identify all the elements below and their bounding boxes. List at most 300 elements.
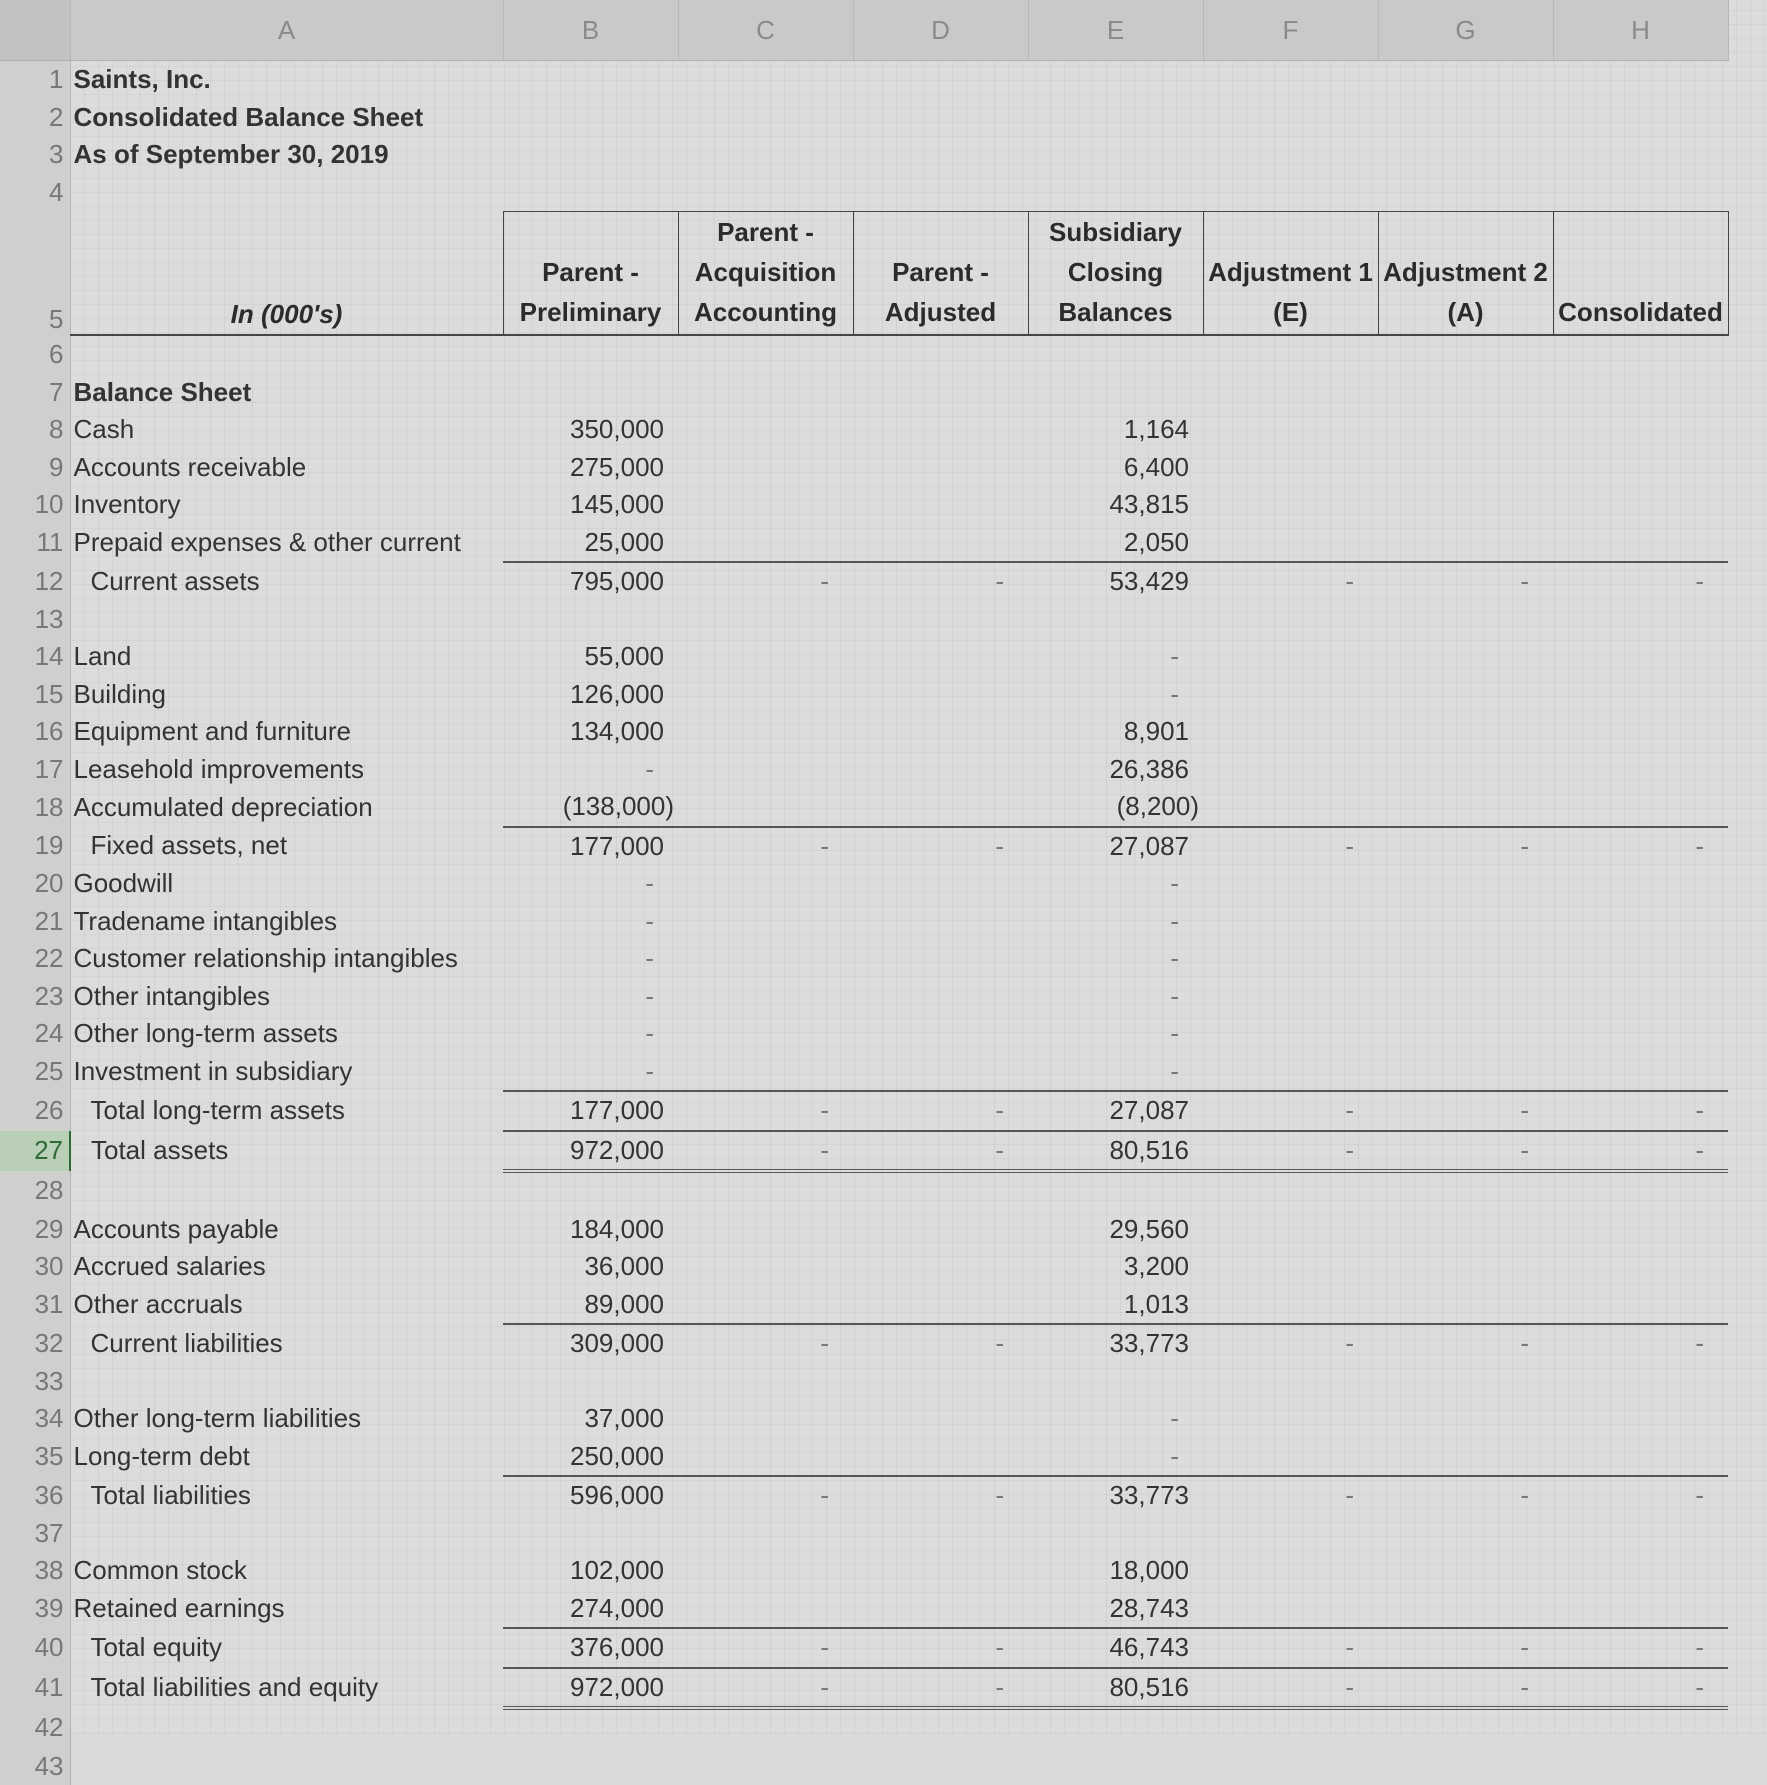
row-number-5[interactable]: 5	[0, 212, 70, 336]
cell-h39[interactable]	[1553, 1590, 1728, 1629]
row-number-25[interactable]: 25	[0, 1053, 70, 1092]
units-label[interactable]: In (000's)	[70, 212, 503, 336]
row-number-2[interactable]: 2	[0, 99, 70, 137]
cell-g11[interactable]	[1378, 524, 1553, 563]
row-number-20[interactable]: 20	[0, 865, 70, 903]
cell-f6[interactable]	[1203, 335, 1378, 374]
cell-f8[interactable]	[1203, 411, 1378, 449]
cell-d13[interactable]	[853, 601, 1028, 639]
cell-g41[interactable]: -	[1378, 1668, 1553, 1709]
cell-c42[interactable]	[678, 1708, 853, 1748]
cell-b30[interactable]: 36,000	[503, 1248, 678, 1286]
cell-e25[interactable]: -	[1028, 1053, 1203, 1092]
cell-d28[interactable]	[853, 1171, 1028, 1211]
cell-f26[interactable]: -	[1203, 1091, 1378, 1131]
cell-f19[interactable]: -	[1203, 827, 1378, 866]
cell-g12[interactable]: -	[1378, 562, 1553, 601]
cell-e30[interactable]: 3,200	[1028, 1248, 1203, 1286]
cell-f20[interactable]	[1203, 865, 1378, 903]
cell-d8[interactable]	[853, 411, 1028, 449]
cell-g27[interactable]: -	[1378, 1131, 1553, 1172]
cell-e24[interactable]: -	[1028, 1015, 1203, 1053]
row-number-16[interactable]: 16	[0, 713, 70, 751]
cell-a3[interactable]: As of September 30, 2019	[70, 136, 503, 174]
cell-d30[interactable]	[853, 1248, 1028, 1286]
cell-a15[interactable]: Building	[70, 676, 503, 714]
cell-e12[interactable]: 53,429	[1028, 562, 1203, 601]
cell-f18[interactable]	[1203, 788, 1378, 827]
row-number-8[interactable]: 8	[0, 411, 70, 449]
cell-d25[interactable]	[853, 1053, 1028, 1092]
row-number-36[interactable]: 36	[0, 1476, 70, 1515]
cell-f12[interactable]: -	[1203, 562, 1378, 601]
cell-g31[interactable]	[1378, 1286, 1553, 1325]
cell-h29[interactable]	[1553, 1211, 1728, 1249]
cell-b7[interactable]	[503, 374, 678, 412]
cell-e42[interactable]	[1028, 1708, 1203, 1748]
cell-g38[interactable]	[1378, 1552, 1553, 1590]
cell-b38[interactable]: 102,000	[503, 1552, 678, 1590]
cell-b10[interactable]: 145,000	[503, 486, 678, 524]
cell-h35[interactable]	[1553, 1438, 1728, 1477]
cell-a26[interactable]: Total long-term assets	[70, 1091, 503, 1131]
cell-h7[interactable]	[1553, 374, 1728, 412]
cell-a7[interactable]: Balance Sheet	[70, 374, 503, 412]
cell-g29[interactable]	[1378, 1211, 1553, 1249]
cell-f15[interactable]	[1203, 676, 1378, 714]
cell-a9[interactable]: Accounts receivable	[70, 449, 503, 487]
cell-a33[interactable]	[70, 1363, 503, 1401]
cell-f7[interactable]	[1203, 374, 1378, 412]
cell-c13[interactable]	[678, 601, 853, 639]
cell-a36[interactable]: Total liabilities	[70, 1476, 503, 1515]
cell-b36[interactable]: 596,000	[503, 1476, 678, 1515]
cell-e11[interactable]: 2,050	[1028, 524, 1203, 563]
cell-a12[interactable]: Current assets	[70, 562, 503, 601]
cell-c24[interactable]	[678, 1015, 853, 1053]
cell-b3[interactable]	[503, 136, 678, 174]
cell-a40[interactable]: Total equity	[70, 1628, 503, 1668]
cell-b1[interactable]	[503, 61, 678, 99]
cell-a28[interactable]	[70, 1171, 503, 1211]
cell-a35[interactable]: Long-term debt	[70, 1438, 503, 1477]
cell-d7[interactable]	[853, 374, 1028, 412]
cell-b6[interactable]	[503, 335, 678, 374]
column-header-c[interactable]: C	[678, 0, 853, 61]
cell-a30[interactable]: Accrued salaries	[70, 1248, 503, 1286]
cell-c4[interactable]	[678, 174, 853, 212]
cell-c33[interactable]	[678, 1363, 853, 1401]
cell-d31[interactable]	[853, 1286, 1028, 1325]
cell-h23[interactable]	[1553, 978, 1728, 1016]
cell-d14[interactable]	[853, 638, 1028, 676]
cell-d23[interactable]	[853, 978, 1028, 1016]
cell-e40[interactable]: 46,743	[1028, 1628, 1203, 1668]
cell-h26[interactable]: -	[1553, 1091, 1728, 1131]
cell-f9[interactable]	[1203, 449, 1378, 487]
cell-a32[interactable]: Current liabilities	[70, 1324, 503, 1363]
cell-e7[interactable]	[1028, 374, 1203, 412]
cell-g23[interactable]	[1378, 978, 1553, 1016]
row-number-42[interactable]: 42	[0, 1708, 70, 1748]
cell-e6[interactable]	[1028, 335, 1203, 374]
column-header-d[interactable]: D	[853, 0, 1028, 61]
cell-c36[interactable]: -	[678, 1476, 853, 1515]
cell-f30[interactable]	[1203, 1248, 1378, 1286]
cell-h32[interactable]: -	[1553, 1324, 1728, 1363]
cell-b33[interactable]	[503, 1363, 678, 1401]
cell-e15[interactable]: -	[1028, 676, 1203, 714]
cell-b31[interactable]: 89,000	[503, 1286, 678, 1325]
cell-f27[interactable]: -	[1203, 1131, 1378, 1172]
cell-d43[interactable]	[853, 1748, 1028, 1785]
column-header-b[interactable]: B	[503, 0, 678, 61]
row-number-9[interactable]: 9	[0, 449, 70, 487]
cell-g33[interactable]	[1378, 1363, 1553, 1401]
cell-e16[interactable]: 8,901	[1028, 713, 1203, 751]
cell-g43[interactable]	[1378, 1748, 1553, 1785]
cell-e20[interactable]: -	[1028, 865, 1203, 903]
cell-h28[interactable]	[1553, 1171, 1728, 1211]
cell-g28[interactable]	[1378, 1171, 1553, 1211]
cell-a1[interactable]: Saints, Inc.	[70, 61, 503, 99]
cell-c25[interactable]	[678, 1053, 853, 1092]
cell-h6[interactable]	[1553, 335, 1728, 374]
cell-d36[interactable]: -	[853, 1476, 1028, 1515]
cell-b35[interactable]: 250,000	[503, 1438, 678, 1477]
cell-g39[interactable]	[1378, 1590, 1553, 1629]
cell-d4[interactable]	[853, 174, 1028, 212]
cell-h27[interactable]: -	[1553, 1131, 1728, 1172]
cell-e13[interactable]	[1028, 601, 1203, 639]
cell-c32[interactable]: -	[678, 1324, 853, 1363]
cell-c38[interactable]	[678, 1552, 853, 1590]
cell-h43[interactable]	[1553, 1748, 1728, 1785]
cell-e18[interactable]: (8,200)	[1028, 788, 1203, 827]
cell-d17[interactable]	[853, 751, 1028, 789]
cell-f40[interactable]: -	[1203, 1628, 1378, 1668]
cell-h13[interactable]	[1553, 601, 1728, 639]
cell-g15[interactable]	[1378, 676, 1553, 714]
cell-a23[interactable]: Other intangibles	[70, 978, 503, 1016]
cell-h41[interactable]: -	[1553, 1668, 1728, 1709]
cell-g8[interactable]	[1378, 411, 1553, 449]
row-number-28[interactable]: 28	[0, 1171, 70, 1211]
cell-d29[interactable]	[853, 1211, 1028, 1249]
cell-d37[interactable]	[853, 1515, 1028, 1553]
column-title-d[interactable]: Parent - Adjusted	[853, 212, 1028, 336]
cell-b43[interactable]	[503, 1748, 678, 1785]
cell-e1[interactable]	[1028, 61, 1203, 99]
cell-h42[interactable]	[1553, 1708, 1728, 1748]
cell-d9[interactable]	[853, 449, 1028, 487]
row-number-40[interactable]: 40	[0, 1628, 70, 1668]
cell-d1[interactable]	[853, 61, 1028, 99]
cell-c39[interactable]	[678, 1590, 853, 1629]
cell-h15[interactable]	[1553, 676, 1728, 714]
cell-a6[interactable]	[70, 335, 503, 374]
cell-h1[interactable]	[1553, 61, 1728, 99]
cell-g35[interactable]	[1378, 1438, 1553, 1477]
row-number-30[interactable]: 30	[0, 1248, 70, 1286]
cell-e17[interactable]: 26,386	[1028, 751, 1203, 789]
cell-h31[interactable]	[1553, 1286, 1728, 1325]
cell-c9[interactable]	[678, 449, 853, 487]
cell-b29[interactable]: 184,000	[503, 1211, 678, 1249]
cell-f14[interactable]	[1203, 638, 1378, 676]
row-number-4[interactable]: 4	[0, 174, 70, 212]
cell-e26[interactable]: 27,087	[1028, 1091, 1203, 1131]
cell-b25[interactable]: -	[503, 1053, 678, 1092]
cell-f25[interactable]	[1203, 1053, 1378, 1092]
cell-h4[interactable]	[1553, 174, 1728, 212]
cell-c8[interactable]	[678, 411, 853, 449]
row-number-11[interactable]: 11	[0, 524, 70, 563]
row-number-34[interactable]: 34	[0, 1400, 70, 1438]
cell-e21[interactable]: -	[1028, 903, 1203, 941]
cell-d20[interactable]	[853, 865, 1028, 903]
cell-b42[interactable]	[503, 1708, 678, 1748]
cell-e9[interactable]: 6,400	[1028, 449, 1203, 487]
cell-h36[interactable]: -	[1553, 1476, 1728, 1515]
cell-g26[interactable]: -	[1378, 1091, 1553, 1131]
cell-h3[interactable]	[1553, 136, 1728, 174]
cell-a41[interactable]: Total liabilities and equity	[70, 1668, 503, 1709]
column-header-h[interactable]: H	[1553, 0, 1728, 61]
row-number-7[interactable]: 7	[0, 374, 70, 412]
cell-d24[interactable]	[853, 1015, 1028, 1053]
cell-d12[interactable]: -	[853, 562, 1028, 601]
cell-d19[interactable]: -	[853, 827, 1028, 866]
cell-b26[interactable]: 177,000	[503, 1091, 678, 1131]
cell-b20[interactable]: -	[503, 865, 678, 903]
cell-b27[interactable]: 972,000	[503, 1131, 678, 1172]
row-number-24[interactable]: 24	[0, 1015, 70, 1053]
cell-e22[interactable]: -	[1028, 940, 1203, 978]
cell-g13[interactable]	[1378, 601, 1553, 639]
cell-b11[interactable]: 25,000	[503, 524, 678, 563]
cell-a21[interactable]: Tradename intangibles	[70, 903, 503, 941]
cell-g6[interactable]	[1378, 335, 1553, 374]
cell-g18[interactable]	[1378, 788, 1553, 827]
cell-e43[interactable]	[1028, 1748, 1203, 1785]
cell-e27[interactable]: 80,516	[1028, 1131, 1203, 1172]
cell-h40[interactable]: -	[1553, 1628, 1728, 1668]
cell-h37[interactable]	[1553, 1515, 1728, 1553]
cell-e38[interactable]: 18,000	[1028, 1552, 1203, 1590]
cell-b32[interactable]: 309,000	[503, 1324, 678, 1363]
cell-h17[interactable]	[1553, 751, 1728, 789]
cell-c37[interactable]	[678, 1515, 853, 1553]
cell-h22[interactable]	[1553, 940, 1728, 978]
cell-c16[interactable]	[678, 713, 853, 751]
row-number-41[interactable]: 41	[0, 1668, 70, 1709]
cell-a2[interactable]: Consolidated Balance Sheet	[70, 99, 503, 137]
cell-e34[interactable]: -	[1028, 1400, 1203, 1438]
cell-h8[interactable]	[1553, 411, 1728, 449]
cell-d11[interactable]	[853, 524, 1028, 563]
cell-d38[interactable]	[853, 1552, 1028, 1590]
cell-d40[interactable]: -	[853, 1628, 1028, 1668]
column-header-a[interactable]: A	[70, 0, 503, 61]
cell-g36[interactable]: -	[1378, 1476, 1553, 1515]
cell-h20[interactable]	[1553, 865, 1728, 903]
cell-d32[interactable]: -	[853, 1324, 1028, 1363]
column-title-b[interactable]: Parent - Preliminary	[503, 212, 678, 336]
cell-h16[interactable]	[1553, 713, 1728, 751]
cell-f41[interactable]: -	[1203, 1668, 1378, 1709]
cell-h11[interactable]	[1553, 524, 1728, 563]
cell-e29[interactable]: 29,560	[1028, 1211, 1203, 1249]
cell-g37[interactable]	[1378, 1515, 1553, 1553]
cell-a20[interactable]: Goodwill	[70, 865, 503, 903]
cell-f38[interactable]	[1203, 1552, 1378, 1590]
row-number-3[interactable]: 3	[0, 136, 70, 174]
cell-g1[interactable]	[1378, 61, 1553, 99]
cell-d27[interactable]: -	[853, 1131, 1028, 1172]
row-number-13[interactable]: 13	[0, 601, 70, 639]
cell-b28[interactable]	[503, 1171, 678, 1211]
cell-e37[interactable]	[1028, 1515, 1203, 1553]
cell-a19[interactable]: Fixed assets, net	[70, 827, 503, 866]
cell-f21[interactable]	[1203, 903, 1378, 941]
cell-c19[interactable]: -	[678, 827, 853, 866]
cell-h38[interactable]	[1553, 1552, 1728, 1590]
cell-a37[interactable]	[70, 1515, 503, 1553]
cell-f4[interactable]	[1203, 174, 1378, 212]
row-number-38[interactable]: 38	[0, 1552, 70, 1590]
row-number-39[interactable]: 39	[0, 1590, 70, 1629]
cell-h14[interactable]	[1553, 638, 1728, 676]
cell-a42[interactable]	[70, 1708, 503, 1748]
cell-c23[interactable]	[678, 978, 853, 1016]
cell-b12[interactable]: 795,000	[503, 562, 678, 601]
column-header-g[interactable]: G	[1378, 0, 1553, 61]
cell-d41[interactable]: -	[853, 1668, 1028, 1709]
cell-a27[interactable]: Total assets	[70, 1131, 503, 1172]
column-title-c[interactable]: Parent - Acquisition Accounting	[678, 212, 853, 336]
cell-b8[interactable]: 350,000	[503, 411, 678, 449]
cell-c2[interactable]	[678, 99, 853, 137]
cell-c35[interactable]	[678, 1438, 853, 1477]
cell-c30[interactable]	[678, 1248, 853, 1286]
cell-c41[interactable]: -	[678, 1668, 853, 1709]
cell-h30[interactable]	[1553, 1248, 1728, 1286]
cell-a11[interactable]: Prepaid expenses & other current	[70, 524, 503, 563]
cell-f3[interactable]	[1203, 136, 1378, 174]
cell-b18[interactable]: (138,000)	[503, 788, 678, 827]
cell-a18[interactable]: Accumulated depreciation	[70, 788, 503, 827]
cell-e10[interactable]: 43,815	[1028, 486, 1203, 524]
cell-e2[interactable]	[1028, 99, 1203, 137]
cell-c7[interactable]	[678, 374, 853, 412]
select-all-corner[interactable]	[0, 0, 70, 61]
cell-f33[interactable]	[1203, 1363, 1378, 1401]
column-header-e[interactable]: E	[1028, 0, 1203, 61]
cell-h10[interactable]	[1553, 486, 1728, 524]
cell-a29[interactable]: Accounts payable	[70, 1211, 503, 1249]
cell-c6[interactable]	[678, 335, 853, 374]
cell-h34[interactable]	[1553, 1400, 1728, 1438]
row-number-29[interactable]: 29	[0, 1211, 70, 1249]
cell-f22[interactable]	[1203, 940, 1378, 978]
cell-g42[interactable]	[1378, 1708, 1553, 1748]
cell-f31[interactable]	[1203, 1286, 1378, 1325]
cell-g2[interactable]	[1378, 99, 1553, 137]
column-title-e[interactable]: Subsidiary Closing Balances	[1028, 212, 1203, 336]
cell-b34[interactable]: 37,000	[503, 1400, 678, 1438]
cell-e8[interactable]: 1,164	[1028, 411, 1203, 449]
cell-e23[interactable]: -	[1028, 978, 1203, 1016]
cell-b22[interactable]: -	[503, 940, 678, 978]
cell-b16[interactable]: 134,000	[503, 713, 678, 751]
row-number-27[interactable]: 27	[0, 1131, 70, 1172]
cell-b40[interactable]: 376,000	[503, 1628, 678, 1668]
cell-g16[interactable]	[1378, 713, 1553, 751]
cell-h19[interactable]: -	[1553, 827, 1728, 866]
cell-d34[interactable]	[853, 1400, 1028, 1438]
cell-a22[interactable]: Customer relationship intangibles	[70, 940, 503, 978]
cell-d26[interactable]: -	[853, 1091, 1028, 1131]
cell-a38[interactable]: Common stock	[70, 1552, 503, 1590]
cell-g14[interactable]	[1378, 638, 1553, 676]
cell-h24[interactable]	[1553, 1015, 1728, 1053]
cell-c14[interactable]	[678, 638, 853, 676]
row-number-33[interactable]: 33	[0, 1363, 70, 1401]
cell-f36[interactable]: -	[1203, 1476, 1378, 1515]
cell-b21[interactable]: -	[503, 903, 678, 941]
cell-a13[interactable]	[70, 601, 503, 639]
cell-h9[interactable]	[1553, 449, 1728, 487]
cell-g34[interactable]	[1378, 1400, 1553, 1438]
cell-c22[interactable]	[678, 940, 853, 978]
cell-a39[interactable]: Retained earnings	[70, 1590, 503, 1629]
cell-g30[interactable]	[1378, 1248, 1553, 1286]
cell-f37[interactable]	[1203, 1515, 1378, 1553]
cell-f1[interactable]	[1203, 61, 1378, 99]
cell-f39[interactable]	[1203, 1590, 1378, 1629]
cell-g24[interactable]	[1378, 1015, 1553, 1053]
column-title-g[interactable]: Adjustment 2 (A)	[1378, 212, 1553, 336]
cell-f16[interactable]	[1203, 713, 1378, 751]
cell-e4[interactable]	[1028, 174, 1203, 212]
row-number-32[interactable]: 32	[0, 1324, 70, 1363]
cell-e33[interactable]	[1028, 1363, 1203, 1401]
cell-b14[interactable]: 55,000	[503, 638, 678, 676]
cell-e14[interactable]: -	[1028, 638, 1203, 676]
cell-f17[interactable]	[1203, 751, 1378, 789]
cell-h25[interactable]	[1553, 1053, 1728, 1092]
cell-e35[interactable]: -	[1028, 1438, 1203, 1477]
cell-b37[interactable]	[503, 1515, 678, 1553]
cell-b41[interactable]: 972,000	[503, 1668, 678, 1709]
cell-a4[interactable]	[70, 174, 503, 212]
cell-c31[interactable]	[678, 1286, 853, 1325]
cell-e36[interactable]: 33,773	[1028, 1476, 1203, 1515]
cell-g7[interactable]	[1378, 374, 1553, 412]
cell-b39[interactable]: 274,000	[503, 1590, 678, 1629]
cell-h2[interactable]	[1553, 99, 1728, 137]
cell-a14[interactable]: Land	[70, 638, 503, 676]
cell-d2[interactable]	[853, 99, 1028, 137]
cell-g10[interactable]	[1378, 486, 1553, 524]
cell-d6[interactable]	[853, 335, 1028, 374]
cell-e3[interactable]	[1028, 136, 1203, 174]
row-number-43[interactable]: 43	[0, 1748, 70, 1785]
row-number-18[interactable]: 18	[0, 788, 70, 827]
cell-g25[interactable]	[1378, 1053, 1553, 1092]
row-number-23[interactable]: 23	[0, 978, 70, 1016]
